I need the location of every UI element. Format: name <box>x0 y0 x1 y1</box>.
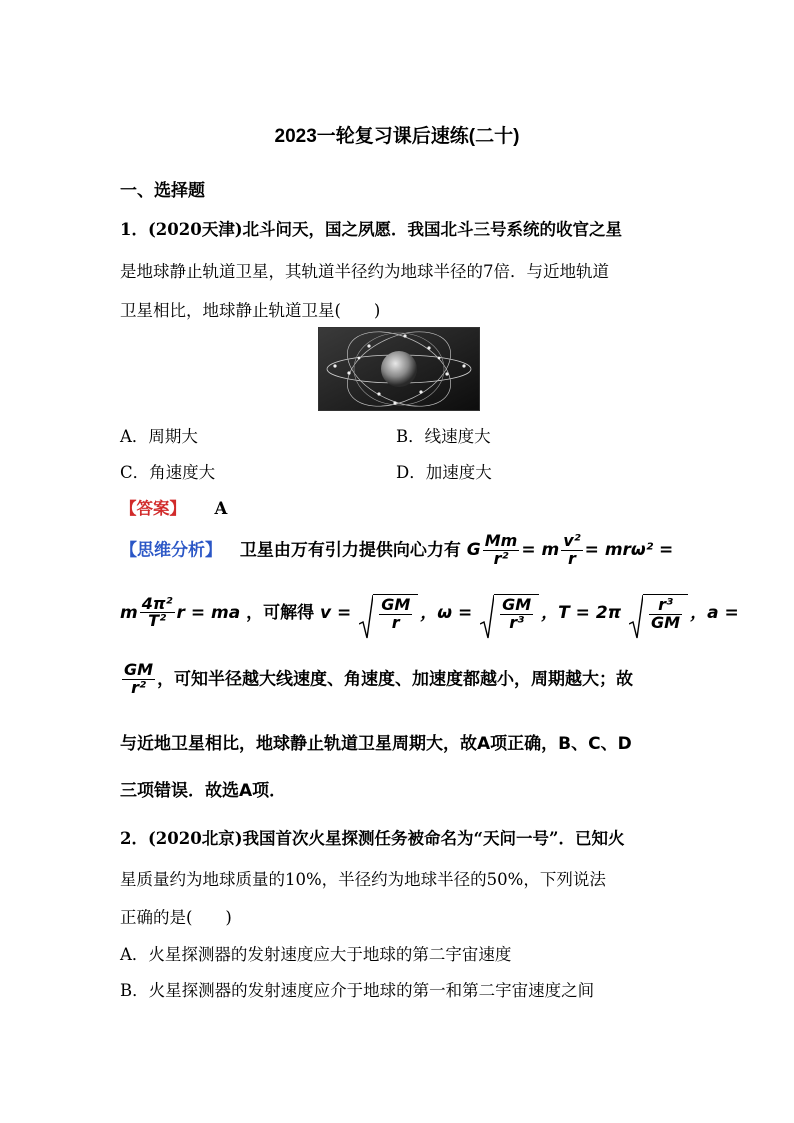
formula-acceleration: $\frac{GM}{\text{r²}}$ <box>124 660 154 697</box>
analysis-line-3 <box>120 662 633 697</box>
analysis-lead: 卫星由万有引力提供向心力有 <box>239 540 461 561</box>
answer-value: A <box>214 499 228 518</box>
formula-centripetal: m $\frac{\text{4π²}}{\text{T²}}$ r = ma <box>120 593 241 631</box>
q2-line-1: 2．(2020北京)我国首次火星探测任务被命名为“天问一号”．已知火 <box>120 829 625 848</box>
orbit-illustration <box>319 328 479 410</box>
q1-option-a: A．周期大 <box>120 427 198 446</box>
q1-line-3: 卫星相比，地球静止轨道卫星( ) <box>120 301 381 320</box>
analysis-line-5: 三项错误．故选A项． <box>120 781 287 801</box>
formula-gravity: G $\frac{Mm}{\text{r²}}$ = m $\frac{\text{v²}}{r}$ = mrω² = <box>466 531 674 568</box>
formula-velocity: v = $\frac{GM}{r}$ ，ω = $\frac{GM}{\text{r³}}$ ，T = 2π $\frac{\text{r³}}{GM}$ ，a = <box>320 603 739 623</box>
answer-label: 【答案】 <box>120 499 186 518</box>
q1-option-b: B．线速度大 <box>396 427 491 446</box>
q1-option-c: C．角速度大 <box>120 463 216 482</box>
q1-line-2: 是地球静止轨道卫星，其轨道半径约为地球半径的7倍．与近地轨道 <box>120 262 609 281</box>
analysis-line-4: 与近地卫星相比，地球静止轨道卫星周期大，故A项正确，B、C、D <box>120 734 632 754</box>
analysis-line-1 <box>120 533 673 568</box>
page-title: 2023一轮复习课后速练(二十) <box>274 126 520 147</box>
q2-line-3: 正确的是( ) <box>120 908 232 927</box>
q2-option-b: B．火星探测器的发射速度应介于地球的第一和第二宇宙速度之间 <box>120 981 595 1000</box>
analysis-label: 【思维分析】 <box>120 540 222 561</box>
q1-option-d: D．加速度大 <box>396 463 492 482</box>
q1-line-1: 1．(2020天津)北斗问天，国之夙愿．我国北斗三号系统的收官之星 <box>120 220 623 239</box>
analysis-line-2: m $\frac{\text{4π²}}{\text{T²}}$ r = ma ，可解得 v = $\frac{GM}{r}$ ，ω = $\frac{GM}{\text{r³}}$ ，T = 2π $\frac{\text{r³}}{GM}$ ，a = <box>120 594 739 632</box>
q2-option-a: A．火星探测器的发射速度应大于地球的第二宇宙速度 <box>120 945 512 964</box>
satellite-orbit-figure <box>318 327 480 411</box>
q1-answer <box>120 495 227 519</box>
section-heading: 一、选择题 <box>120 181 205 201</box>
analysis-conclusion: ，可知半径越大线速度、角速度、加速度都越小，周期越大；故 <box>157 669 634 690</box>
q2-line-2: 星质量约为地球质量的10%，半径约为地球半径的50%，下列说法 <box>120 870 606 889</box>
